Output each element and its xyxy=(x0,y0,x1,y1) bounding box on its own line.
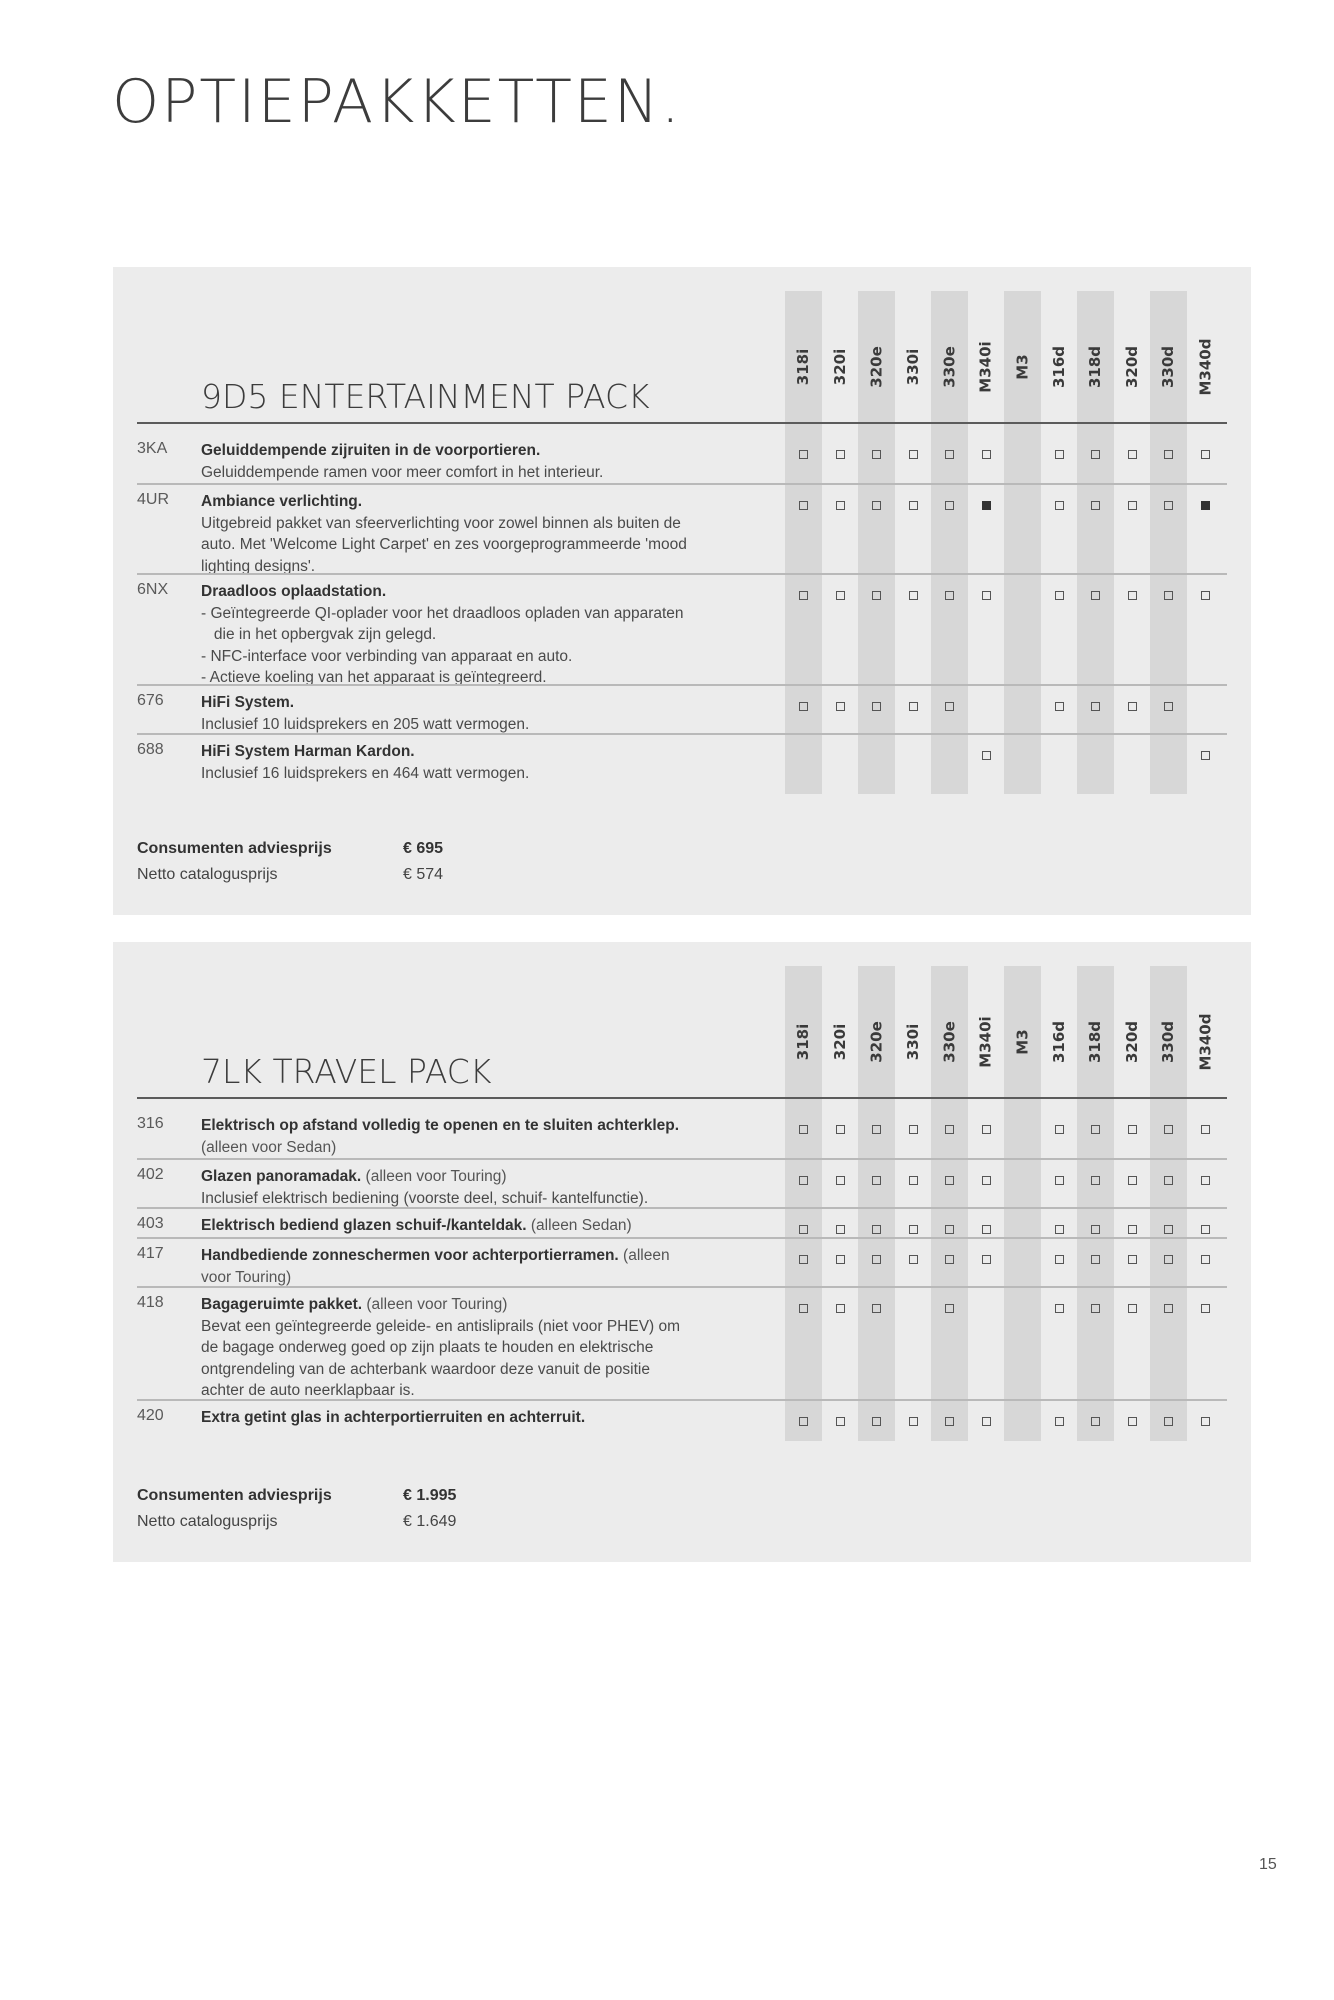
optional-equipment-mark xyxy=(945,1125,954,1134)
option-line: - Actieve koeling van het apparaat is geïntegreerd. xyxy=(201,669,547,686)
option-line: die in het opbergvak zijn gelegd. xyxy=(201,626,437,643)
option-code: 420 xyxy=(137,1407,164,1424)
model-name: M3 xyxy=(1013,354,1032,380)
option-line: Bevat een geïntegreerde geleide- en antisliprails (niet voor PHEV) om xyxy=(201,1317,681,1335)
option-line: achter de auto neerklapbaar is. xyxy=(201,1382,415,1399)
model-column-header xyxy=(1114,992,1151,1092)
optional-equipment-mark xyxy=(909,1125,918,1134)
option-code: 403 xyxy=(137,1215,164,1232)
model-name: 320d xyxy=(1123,345,1141,389)
consumer-price-value: € 695 xyxy=(403,840,444,857)
model-name: 320i xyxy=(830,348,849,386)
model-name: M3 xyxy=(1013,1029,1032,1055)
optional-equipment-mark xyxy=(836,591,845,600)
optional-equipment-mark xyxy=(1201,1417,1210,1426)
model-name: 316d xyxy=(1050,1020,1068,1064)
optional-equipment-mark xyxy=(799,501,808,510)
optional-equipment-mark xyxy=(872,1255,881,1264)
net-price-label: Netto catalogusprijs xyxy=(137,866,278,883)
option-description xyxy=(201,440,761,483)
model-column-header xyxy=(931,317,968,417)
optional-equipment-mark xyxy=(872,702,881,711)
option-row xyxy=(137,573,1227,686)
model-name: M340d xyxy=(1196,1013,1215,1071)
optional-equipment-mark xyxy=(945,501,954,510)
optional-equipment-mark xyxy=(1091,1255,1100,1264)
optional-equipment-mark xyxy=(799,702,808,711)
optional-equipment-mark xyxy=(945,1225,954,1234)
model-name: 318d xyxy=(1086,1020,1105,1064)
optional-equipment-mark xyxy=(982,1255,991,1264)
optional-equipment-mark xyxy=(945,450,954,459)
optional-equipment-mark xyxy=(909,1225,918,1234)
model-name: 318i xyxy=(794,1023,813,1061)
optional-equipment-mark xyxy=(1091,1417,1100,1426)
option-code: 688 xyxy=(137,741,164,758)
option-code: 418 xyxy=(137,1294,164,1311)
optional-equipment-mark xyxy=(799,591,808,600)
optional-equipment-mark xyxy=(1164,501,1173,510)
model-name: 330i xyxy=(903,348,922,386)
model-name: M340i xyxy=(977,341,996,393)
optional-equipment-mark xyxy=(1055,591,1064,600)
model-name: 320e xyxy=(867,1021,886,1063)
model-column-header xyxy=(785,992,822,1092)
optional-equipment-mark xyxy=(1055,450,1064,459)
option-code: 676 xyxy=(137,692,164,709)
option-code: 4UR xyxy=(137,491,170,508)
optional-equipment-mark xyxy=(1091,501,1100,510)
optional-equipment-mark xyxy=(1091,1304,1100,1313)
optional-equipment-mark xyxy=(799,1225,808,1234)
option-code: 417 xyxy=(137,1245,164,1262)
optional-equipment-mark xyxy=(799,1417,808,1426)
model-column-header xyxy=(1004,992,1041,1092)
option-description xyxy=(201,1245,761,1288)
optional-equipment-mark xyxy=(909,501,918,510)
option-note: (alleen xyxy=(618,1247,670,1264)
optional-equipment-mark xyxy=(1128,1125,1137,1134)
optional-equipment-mark xyxy=(1128,591,1137,600)
optional-equipment-mark xyxy=(799,1176,808,1185)
option-line: ontgrendeling van de achterbank waardoor deze vanuit de positie xyxy=(201,1360,650,1378)
pack-travel xyxy=(113,942,1251,1562)
model-column-header xyxy=(931,992,968,1092)
optional-equipment-mark xyxy=(1164,1255,1173,1264)
option-title: Handbediende zonneschermen voor achterportierramen. xyxy=(201,1247,619,1264)
option-row xyxy=(137,733,1227,785)
optional-equipment-mark xyxy=(945,1255,954,1264)
optional-equipment-mark xyxy=(799,1304,808,1313)
optional-equipment-mark xyxy=(1055,1176,1064,1185)
page-number: 15 xyxy=(1259,1856,1277,1873)
net-price-value: € 574 xyxy=(403,866,444,883)
option-note: (alleen voor Touring) xyxy=(361,1168,507,1185)
pack-title: 7LK TRAVEL PACK xyxy=(201,1052,492,1091)
option-row xyxy=(137,434,1227,483)
optional-equipment-mark xyxy=(1201,1255,1210,1264)
optional-equipment-mark xyxy=(909,702,918,711)
model-column-header xyxy=(968,317,1005,417)
optional-equipment-mark xyxy=(1164,1304,1173,1313)
option-description xyxy=(201,1407,761,1429)
option-note: (alleen voor Touring) xyxy=(362,1296,508,1313)
model-column-header xyxy=(822,317,859,417)
optional-equipment-mark xyxy=(909,1255,918,1264)
option-title: Elektrisch op afstand volledig te openen en te sluiten achterklep. xyxy=(201,1117,680,1134)
model-name: 320d xyxy=(1123,1020,1141,1064)
option-line: Inclusief elektrisch bediening (voorste deel, schuif- kantelfunctie). xyxy=(201,1189,649,1207)
optional-equipment-mark xyxy=(1091,1176,1100,1185)
model-column-header xyxy=(968,992,1005,1092)
option-title: Bagageruimte pakket. xyxy=(201,1296,363,1313)
option-title: Elektrisch bediend glazen schuif-/kanteldak. xyxy=(201,1217,527,1234)
consumer-price-label: Consumenten adviesprijs xyxy=(137,840,332,857)
option-line: Inclusief 10 luidsprekers en 205 watt vermogen. xyxy=(201,715,530,733)
model-name: 320e xyxy=(867,346,886,388)
optional-equipment-mark xyxy=(799,1255,808,1264)
model-column-header xyxy=(822,992,859,1092)
optional-equipment-mark xyxy=(1164,702,1173,711)
optional-equipment-mark xyxy=(1164,1125,1173,1134)
optional-equipment-mark xyxy=(945,1176,954,1185)
page-title: OPTIEPAKKETTEN. xyxy=(112,67,682,137)
optional-equipment-mark xyxy=(945,1417,954,1426)
optional-equipment-mark xyxy=(872,1417,881,1426)
model-name: 320i xyxy=(830,1023,849,1061)
optional-equipment-mark xyxy=(909,1176,918,1185)
optional-equipment-mark xyxy=(1091,591,1100,600)
optional-equipment-mark xyxy=(872,1176,881,1185)
model-name: 330e xyxy=(940,1021,959,1063)
model-column-header xyxy=(1187,317,1224,417)
option-line: de bagage onderweg goed op zijn plaats te houden en elektrische xyxy=(201,1339,654,1356)
option-row xyxy=(137,1109,1227,1158)
model-column-header xyxy=(1150,317,1187,417)
optional-equipment-mark xyxy=(1201,1304,1210,1313)
net-price-label: Netto catalogusprijs xyxy=(137,1513,278,1530)
optional-equipment-mark xyxy=(872,1304,881,1313)
optional-equipment-mark xyxy=(836,450,845,459)
optional-equipment-mark xyxy=(1128,501,1137,510)
optional-equipment-mark xyxy=(1128,1255,1137,1264)
optional-equipment-mark xyxy=(1128,1417,1137,1426)
optional-equipment-mark xyxy=(1091,1225,1100,1234)
optional-equipment-mark xyxy=(836,1176,845,1185)
optional-equipment-mark xyxy=(909,1417,918,1426)
model-column-header xyxy=(858,317,895,417)
model-name: 318d xyxy=(1086,345,1105,389)
optional-equipment-mark xyxy=(1164,591,1173,600)
optional-equipment-mark xyxy=(872,1225,881,1234)
model-column-header xyxy=(1077,992,1114,1092)
option-row xyxy=(137,483,1227,575)
optional-equipment-mark xyxy=(1055,1225,1064,1234)
model-name: 330d xyxy=(1159,345,1178,389)
optional-equipment-mark xyxy=(1055,1417,1064,1426)
optional-equipment-mark xyxy=(836,1255,845,1264)
option-title: Extra getint glas in achterportierruiten en achterruit. xyxy=(201,1409,586,1426)
optional-equipment-mark xyxy=(945,702,954,711)
model-column-header xyxy=(1004,317,1041,417)
optional-equipment-mark xyxy=(1201,751,1210,760)
optional-equipment-mark xyxy=(1164,1176,1173,1185)
model-name: 330e xyxy=(940,346,959,388)
option-title: Glazen panoramadak. xyxy=(201,1168,362,1185)
model-column-header xyxy=(895,317,932,417)
option-title: HiFi System. xyxy=(201,694,295,711)
model-column-header xyxy=(858,992,895,1092)
model-column-header xyxy=(1041,992,1078,1092)
option-line: Uitgebreid pakket van sfeerverlichting voor zowel binnen als buiten de xyxy=(201,514,681,532)
option-description xyxy=(201,491,761,577)
optional-equipment-mark xyxy=(1201,591,1210,600)
optional-equipment-mark xyxy=(872,591,881,600)
model-name: M340d xyxy=(1196,338,1215,396)
optional-equipment-mark xyxy=(1128,1304,1137,1313)
option-description xyxy=(201,581,761,689)
option-line: - Geïntegreerde QI-oplader voor het draadloos opladen van apparaten xyxy=(201,604,684,622)
option-line: Inclusief 16 luidsprekers en 464 watt vermogen. xyxy=(201,764,530,782)
optional-equipment-mark xyxy=(1091,702,1100,711)
optional-equipment-mark xyxy=(1128,450,1137,459)
consumer-price-value: € 1.995 xyxy=(403,1487,457,1504)
option-line: (alleen voor Sedan) xyxy=(201,1138,337,1156)
option-description xyxy=(201,1166,761,1209)
option-title: Geluiddempende zijruiten in de voorportieren. xyxy=(201,442,541,459)
option-line: voor Touring) xyxy=(201,1268,292,1286)
pack-entertainment xyxy=(113,267,1251,915)
optional-equipment-mark xyxy=(872,450,881,459)
optional-equipment-mark xyxy=(1164,1417,1173,1426)
option-row xyxy=(137,1207,1227,1239)
optional-equipment-mark xyxy=(1055,501,1064,510)
option-row xyxy=(137,1286,1227,1401)
option-line: auto. Met 'Welcome Light Carpet' en zes voorgeprogrammeerde 'mood xyxy=(201,536,687,553)
model-column-header xyxy=(1187,992,1224,1092)
option-code: 316 xyxy=(137,1115,164,1132)
optional-equipment-mark xyxy=(982,1417,991,1426)
option-description xyxy=(201,1294,761,1402)
model-name: 330d xyxy=(1159,1020,1178,1064)
option-line: lighting designs'. xyxy=(201,557,316,575)
optional-equipment-mark xyxy=(799,450,808,459)
optional-equipment-mark xyxy=(836,1225,845,1234)
optional-equipment-mark xyxy=(836,501,845,510)
optional-equipment-mark xyxy=(1055,1255,1064,1264)
optional-equipment-mark xyxy=(836,1304,845,1313)
optional-equipment-mark xyxy=(909,450,918,459)
optional-equipment-mark xyxy=(872,1125,881,1134)
pack-title-rule xyxy=(137,422,1227,424)
option-row xyxy=(137,1158,1227,1209)
optional-equipment-mark xyxy=(836,1125,845,1134)
optional-equipment-mark xyxy=(909,591,918,600)
option-code: 6NX xyxy=(137,581,169,598)
option-line: Geluiddempende ramen voor meer comfort in het interieur. xyxy=(201,463,604,481)
standard-equipment-mark xyxy=(982,501,991,510)
pack-title-rule xyxy=(137,1097,1227,1099)
optional-equipment-mark xyxy=(1055,1125,1064,1134)
option-code: 3KA xyxy=(137,440,168,457)
optional-equipment-mark xyxy=(1128,1176,1137,1185)
model-column-header xyxy=(1077,317,1114,417)
option-description xyxy=(201,741,761,784)
optional-equipment-mark xyxy=(1164,1225,1173,1234)
pack-title: 9D5 ENTERTAINMENT PACK xyxy=(201,377,650,416)
optional-equipment-mark xyxy=(982,1176,991,1185)
option-description xyxy=(201,1115,761,1158)
optional-equipment-mark xyxy=(1201,1176,1210,1185)
optional-equipment-mark xyxy=(872,501,881,510)
optional-equipment-mark xyxy=(836,702,845,711)
model-column-header xyxy=(785,317,822,417)
optional-equipment-mark xyxy=(1128,1225,1137,1234)
model-column-header xyxy=(1041,317,1078,417)
option-row xyxy=(137,1399,1227,1434)
option-row xyxy=(137,1237,1227,1288)
option-title: HiFi System Harman Kardon. xyxy=(201,743,415,760)
model-name: M340i xyxy=(977,1016,996,1068)
model-name: 330i xyxy=(903,1023,922,1061)
standard-equipment-mark xyxy=(1201,501,1210,510)
model-column-header xyxy=(895,992,932,1092)
optional-equipment-mark xyxy=(1201,1225,1210,1234)
optional-equipment-mark xyxy=(799,1125,808,1134)
net-price-value: € 1.649 xyxy=(403,1513,457,1530)
optional-equipment-mark xyxy=(1201,450,1210,459)
optional-equipment-mark xyxy=(982,1125,991,1134)
option-title: Ambiance verlichting. xyxy=(201,493,363,510)
option-description xyxy=(201,692,761,735)
optional-equipment-mark xyxy=(982,751,991,760)
option-line: - NFC-interface voor verbinding van apparaat en auto. xyxy=(201,647,573,665)
optional-equipment-mark xyxy=(1091,450,1100,459)
option-description xyxy=(201,1215,761,1237)
optional-equipment-mark xyxy=(836,1417,845,1426)
optional-equipment-mark xyxy=(1128,702,1137,711)
optional-equipment-mark xyxy=(982,450,991,459)
optional-equipment-mark xyxy=(1091,1125,1100,1134)
optional-equipment-mark xyxy=(982,591,991,600)
consumer-price-label: Consumenten adviesprijs xyxy=(137,1487,332,1504)
optional-equipment-mark xyxy=(1201,1125,1210,1134)
optional-equipment-mark xyxy=(1055,1304,1064,1313)
optional-equipment-mark xyxy=(1164,450,1173,459)
model-column-header xyxy=(1114,317,1151,417)
model-name: 318i xyxy=(794,348,813,386)
model-column-header xyxy=(1150,992,1187,1092)
option-row xyxy=(137,684,1227,735)
option-title: Draadloos oplaadstation. xyxy=(201,583,387,600)
option-code: 402 xyxy=(137,1166,164,1183)
optional-equipment-mark xyxy=(945,1304,954,1313)
option-note: (alleen Sedan) xyxy=(526,1217,632,1234)
optional-equipment-mark xyxy=(1055,702,1064,711)
optional-equipment-mark xyxy=(982,1225,991,1234)
model-name: 316d xyxy=(1050,345,1068,389)
optional-equipment-mark xyxy=(945,591,954,600)
